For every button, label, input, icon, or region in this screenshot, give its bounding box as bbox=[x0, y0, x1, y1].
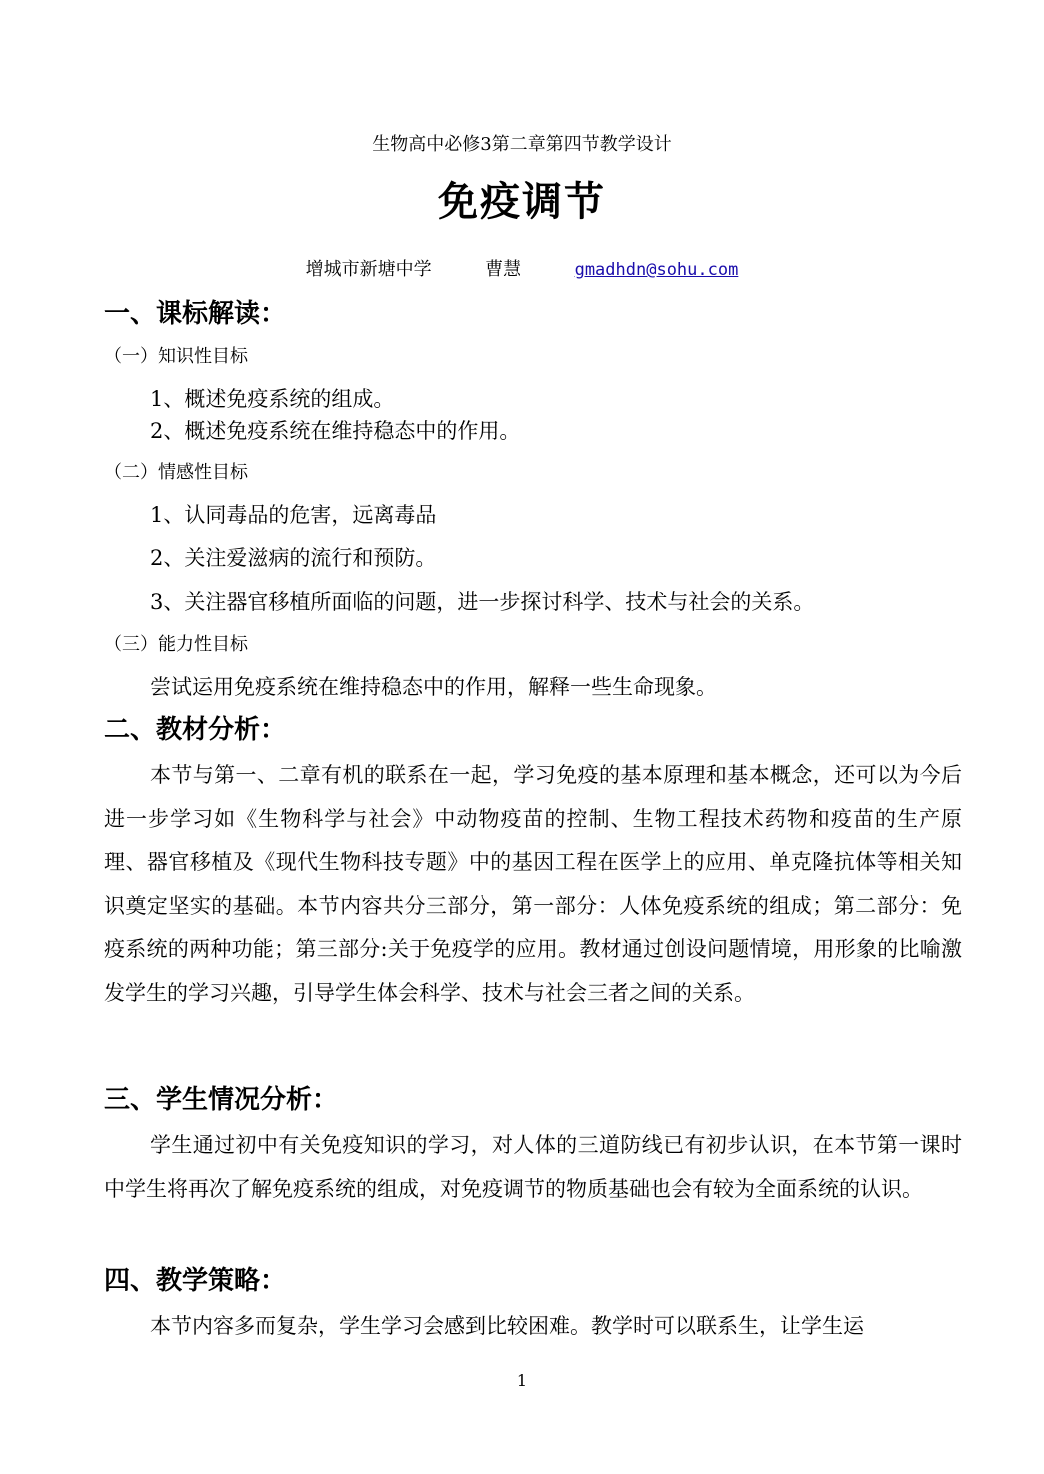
section-heading-3: 三、学生情况分析： bbox=[104, 1085, 339, 1115]
section-paragraph-4: 本节内容多而复杂，学生学习会感到比较困难。教学时可以联系生，让学生运 bbox=[150, 1314, 864, 1338]
school-name: 增城市新塘中学 bbox=[305, 259, 432, 280]
document-subtitle: 生物高中必修3第二章第四节教学设计 bbox=[372, 134, 672, 155]
section-paragraph-3: 学生通过初中有关免疫知识的学习，对人体的三道防线已有初步认识，在本节第一课时中学生将再次了解免疫系统的组成，对免疫调节的物质基础也会有较为全面系统的认识。 bbox=[104, 1133, 962, 1201]
list-item: 2、概述免疫系统在维持稳态中的作用。 bbox=[150, 419, 521, 443]
email-link[interactable]: gmadhdn@sohu.com bbox=[574, 260, 739, 280]
section-heading-1: 一、课标解读： bbox=[104, 299, 287, 329]
subheading-emotional-goals: （二）情感性目标 bbox=[104, 462, 248, 483]
section-paragraph-2: 本节与第一、二章有机的联系在一起，学习免疫的基本原理和基本概念，还可以为今后进一步学习如《生物科学与社会》中动物疫苗的控制、生物工程技术药物和疫苗的生产原理、器官移植及《现代生物科技专题》中的基因工程在医学上的应用、单克隆抗体等相关知识奠定坚实的基础。本节内容共分三部分，第一部分：人体免疫系统的组成；第二部分：免疫系统的两种功能；第三部分:关于免疫学的应用。教材通过创设问题情境，用形象的比喻激发学生的学习兴趣，引导学生体会科学、技术与社会三者之间的关系。 bbox=[104, 763, 962, 1005]
list-item: 1、认同毒品的危害，远离毒品 bbox=[150, 503, 437, 527]
section-heading-4: 四、教学策略： bbox=[104, 1266, 287, 1296]
author-line bbox=[0, 256, 1044, 284]
list-item: 3、关注器官移植所面临的问题，进一步探讨科学、技术与社会的关系。 bbox=[150, 590, 815, 614]
list-item: 尝试运用免疫系统在维持稳态中的作用，解释一些生命现象。 bbox=[150, 675, 717, 699]
section-heading-2: 二、教材分析： bbox=[104, 715, 287, 745]
subheading-knowledge-goals: （一）知识性目标 bbox=[104, 346, 248, 367]
list-item: 2、关注爱滋病的流行和预防。 bbox=[150, 546, 437, 570]
list-item: 1、概述免疫系统的组成。 bbox=[150, 387, 395, 411]
page-number: 1 bbox=[516, 1371, 528, 1390]
subheading-ability-goals: （三）能力性目标 bbox=[104, 634, 248, 655]
document-title: 免疫调节 bbox=[438, 179, 606, 225]
author-name: 曹慧 bbox=[485, 259, 522, 280]
